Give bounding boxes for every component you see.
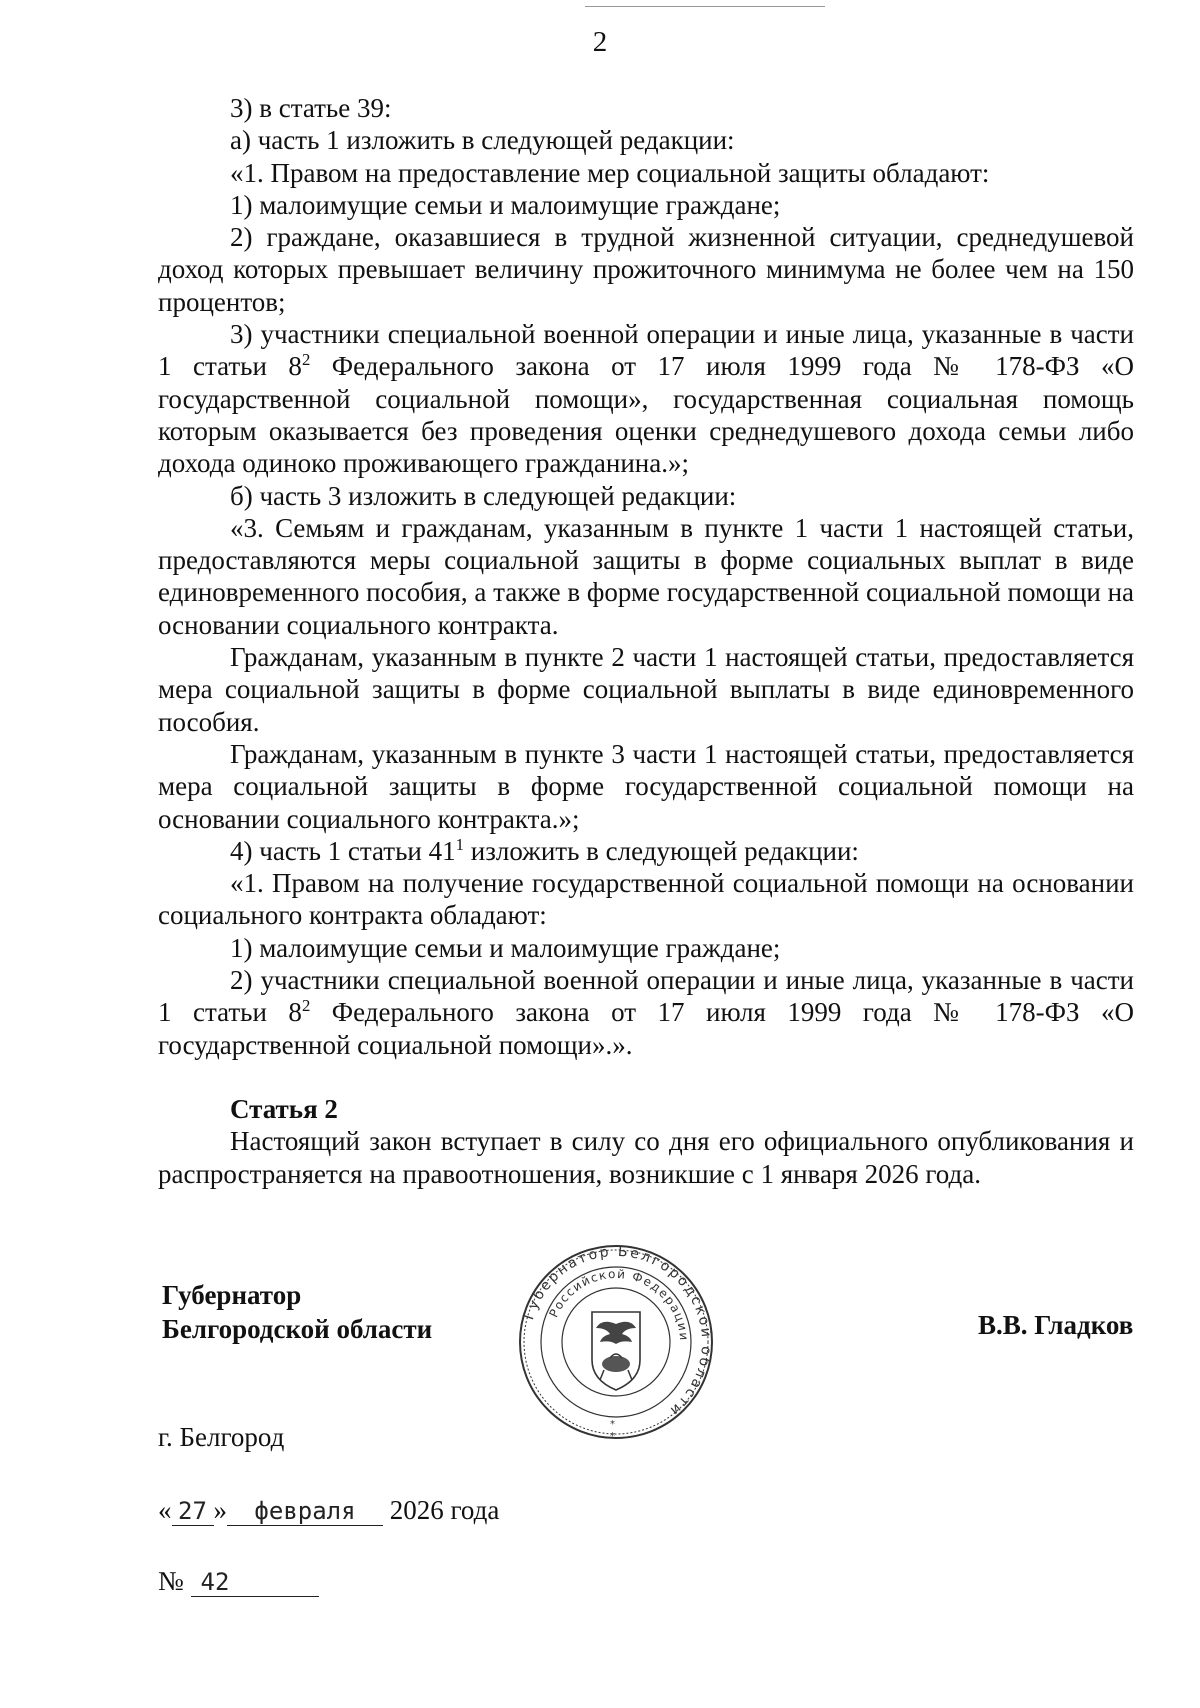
date-year: 2026 года — [389, 1495, 500, 1525]
paragraph — [158, 964, 1134, 1061]
quote-open: « — [158, 1495, 172, 1525]
signatory-title — [162, 1278, 432, 1346]
signatory-title-line: Белгородской области — [162, 1314, 433, 1344]
law-number — [158, 1566, 319, 1597]
text-segment: 4) часть 1 статьи 41 — [230, 835, 456, 866]
superscript: 1 — [455, 834, 464, 854]
number-label: № — [158, 1566, 184, 1596]
svg-text:*: * — [610, 1431, 615, 1442]
document-body — [158, 92, 1134, 1190]
date-month: февраля — [227, 1498, 383, 1526]
superscript: 2 — [301, 996, 311, 1016]
article-heading: Статья 2 — [230, 1093, 338, 1124]
paragraph: Гражданам, указанным в пункте 3 части 1 настоящей статьи, предоставляется мера социальной защиты в форме государственной социальной помощи на основании социального контракта.»; — [158, 738, 1134, 834]
paragraph: а) часть 1 изложить в следующей редакции: — [230, 125, 735, 156]
paragraph: «1. Правом на получение государственной социальной помощи на основании социального контракта обладают: — [158, 868, 1134, 931]
text-segment: Федерального закона от 17 июля 1999 года № 178-ФЗ «О государственной социальной помощи».». — [158, 997, 1134, 1060]
paragraph — [158, 835, 1134, 867]
number-value: 42 — [191, 1569, 319, 1597]
svg-text:*: * — [610, 1419, 615, 1430]
superscript: 2 — [301, 350, 311, 370]
top-rule — [585, 6, 825, 7]
quote-close: » — [213, 1495, 227, 1525]
paragraph: 1) малоимущие семьи и малоимущие граждане; — [230, 932, 781, 963]
paragraph: «1. Правом на предоставление мер социальной защиты обладают: — [230, 157, 990, 188]
paragraph: 2) граждане, оказавшиеся в трудной жизненной ситуации, среднедушевой доход которых превышает величину прожиточного минимума не более чем на 150 процентов; — [158, 222, 1134, 317]
paragraph — [158, 318, 1134, 479]
text-segment: Федерального закона от 17 июля 1999 года № 178-ФЗ «О государственной социальной помощи», государственная социальная помощь которым оказывается без проведения оценки среднедушевого дохода семьи либо дохода одиноко проживающего гражданина.»; — [158, 351, 1134, 479]
paragraph: 3) в статье 39: — [230, 93, 392, 123]
text-segment: 2) участники специальной военной операции и иные лица, указанные в части 1 статьи 8 — [158, 965, 1134, 1028]
text-segment: 3) участники специальной военной операции и иные лица, указанные в части 1 статьи 8 — [158, 319, 1134, 382]
paragraph: Гражданам, указанным в пункте 2 части 1 настоящей статьи, предоставляется мера социальной защиты в форме социальной выплаты в виде единовременного пособия. — [158, 642, 1134, 737]
paragraph: б) часть 3 изложить в следующей редакции: — [230, 480, 737, 511]
page-number: 2 — [592, 26, 608, 58]
text-segment: изложить в следующей редакции: — [464, 835, 859, 866]
signatory-title-line: Губернатор — [162, 1280, 302, 1310]
paragraph: 1) малоимущие семьи и малоимущие граждане; — [230, 189, 781, 220]
city: г. Белгород — [158, 1422, 285, 1452]
date-day: 27 — [172, 1498, 214, 1526]
seal-inner-text: Российской Федерации — [546, 1266, 692, 1343]
coat-of-arms-emblem — [592, 1312, 640, 1390]
official-seal — [518, 1232, 714, 1447]
spacer — [158, 1061, 1134, 1093]
paragraph: «3. Семьям и гражданам, указанным в пункте 1 части 1 настоящей статьи, предоставляются меры социальной защиты в форме социальных выплат в виде единовременного пособия, а также в форме государственной социальной помощи на основании социального контракта. — [158, 512, 1134, 640]
article-text: Настоящий закон вступает в силу со дня его официального опубликования и распространяется на правоотношения, возникшие с 1 января 2026 года. — [158, 1126, 1134, 1189]
signatory-name: В.В. Гладков — [978, 1310, 1134, 1340]
signing-date — [158, 1495, 499, 1526]
star-ornaments — [610, 1419, 615, 1442]
seal-outer-text: Губернатор Белгородской области — [521, 1243, 714, 1420]
